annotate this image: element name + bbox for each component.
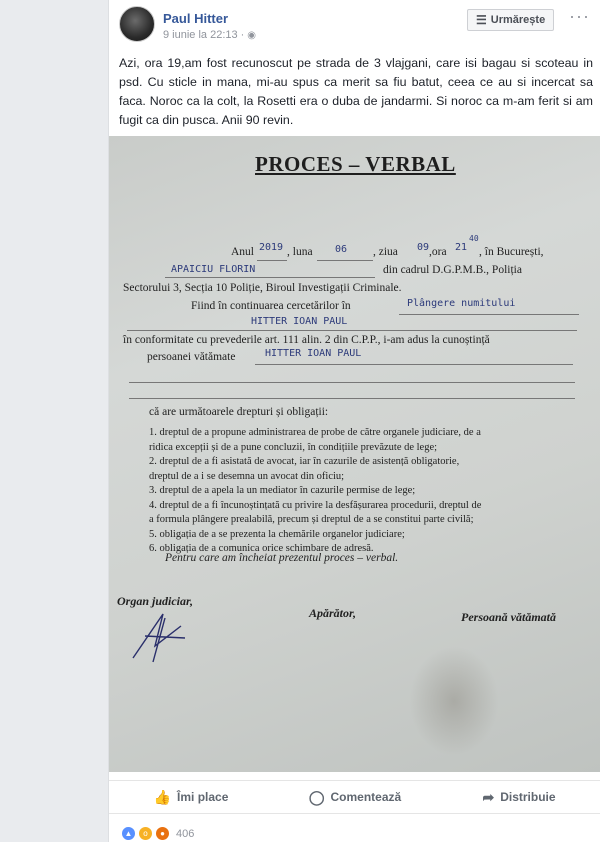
doc-month: 06 [335,244,348,255]
sig-persoana-vatamata: Persoană vătămată [461,610,556,624]
reaction-count: 406 [176,827,195,840]
timestamp[interactable]: 9 iunie la 22:13 [163,29,238,41]
doc-line-4: Fiind în continuarea cercetărilor în [191,300,351,312]
doc-case-handwriting: Plângere numitului [407,298,516,309]
rights-line: a formula plângere prealabilă, precum și dreptul de a se constitui parte civilă; [149,514,474,525]
doc-line-2: din cadrul D.G.P.M.B., Poliția [383,264,522,276]
post-photo[interactable] [109,136,600,772]
more-options-icon[interactable]: ··· [569,6,590,26]
doc-minute: 40 [469,234,479,243]
doc-victim-name: HITTER IOAN PAUL [265,348,362,359]
rights-line: 5. obligația de a se prezenta la chemările organelor judiciare; [149,528,405,540]
rss-icon: ☰ [476,13,487,27]
rights-line: ridica excepții și de a pune concluzii, în condițiile prevăzute de lege; [149,441,438,453]
post-text: Azi, ora 19,am fost recunoscut pe strada de 3 vlajgani, care isi bagau si scoteau in psd. Cu sticle in mana, mi-au spus ca merit sa fiu batut, ceea ce au si incercat sa faca. Noroc ca la colt, la Rosetti era o duba de jandarmi. Si noroc ca m-am ferit si am fugit ca din pusca. Anii 90 revin. [119,56,593,127]
globe-icon: ◉ [247,29,257,41]
doc-line-hour-label: ,ora [429,246,447,258]
wow-reaction-icon: o [138,826,153,841]
doc-line-day-label: , ziua [373,246,398,258]
sig-organ-judiciar: Organ judiciar, [117,594,194,608]
doc-closing: Pentru care am încheiat prezentul proces – verbal. [165,552,399,564]
doc-rights-list [149,426,589,557]
reactions-summary[interactable] [121,826,194,841]
doc-line-6: persoanei vătămate [147,351,236,363]
handwritten-signature [125,606,195,666]
doc-day: 09 [417,242,430,253]
rights-line: 4. dreptul de a fi încunoștințată cu privire la desfășurarea procedurii, dreptul de [149,499,482,511]
post-header [109,0,600,48]
comment-button[interactable] [273,789,437,806]
avatar[interactable] [119,6,155,42]
doc-line-year-label: Anul [231,246,254,258]
doc-line-month-label: , luna [287,246,313,258]
share-label: Distribuie [500,790,556,804]
comment-icon: ◯ [308,788,325,805]
doc-line-5: în conformitate cu prevederile art. 111 alin. 2 din C.P.P., i-am adus la cunoștință [123,334,490,346]
post-actions-bar [109,780,600,814]
rights-line: 2. dreptul de a fi asistată de avocat, iar în cazurile de asistență obligatorie, [149,456,460,467]
share-icon: ➦ [482,788,495,805]
paper-stain [409,646,499,756]
doc-line-3: Sectorului 3, Secția 10 Poliție, Biroul Investigații Criminale. [123,282,402,294]
angry-reaction-icon: ● [155,826,170,841]
author-name[interactable]: Paul Hitter [163,11,229,26]
like-label: Îmi place [177,790,229,804]
rights-line: 1. dreptul de a propune administrarea de probe de către organele judiciare, de a [149,427,481,438]
like-button[interactable] [109,789,273,806]
post-meta: 9 iunie la 22:13 · ◉ [163,29,257,41]
comment-label: Comentează [330,790,402,804]
thumbs-up-icon: 👍 [153,788,172,805]
like-reaction-icon: ▲ [121,826,136,841]
document-title: PROCES – VERBAL [255,152,456,176]
follow-label: Urmărește [490,14,546,26]
rights-line: 6. obligația de a comunica orice schimbare de adresă. [149,543,374,554]
sig-aparator: Apărător, [309,606,357,620]
doc-officer-name: APAICIU FLORIN [171,264,256,275]
rights-line: dreptul de a i se desemna un avocat din oficiu; [149,470,345,482]
doc-line-city: , în București, [479,246,544,258]
facebook-post [108,0,600,842]
doc-year: 2019 [259,242,284,253]
rights-line: 3. dreptul de a apela la un mediator în cazurile permise de lege; [149,485,416,496]
share-button[interactable] [437,789,600,806]
doc-rights-intro: că are următoarele drepturi și obligații: [149,406,329,418]
proces-verbal-document [109,136,600,772]
doc-hour: 21 [455,242,468,253]
doc-case-name: HITTER IOAN PAUL [251,316,348,327]
follow-button[interactable] [467,9,554,31]
